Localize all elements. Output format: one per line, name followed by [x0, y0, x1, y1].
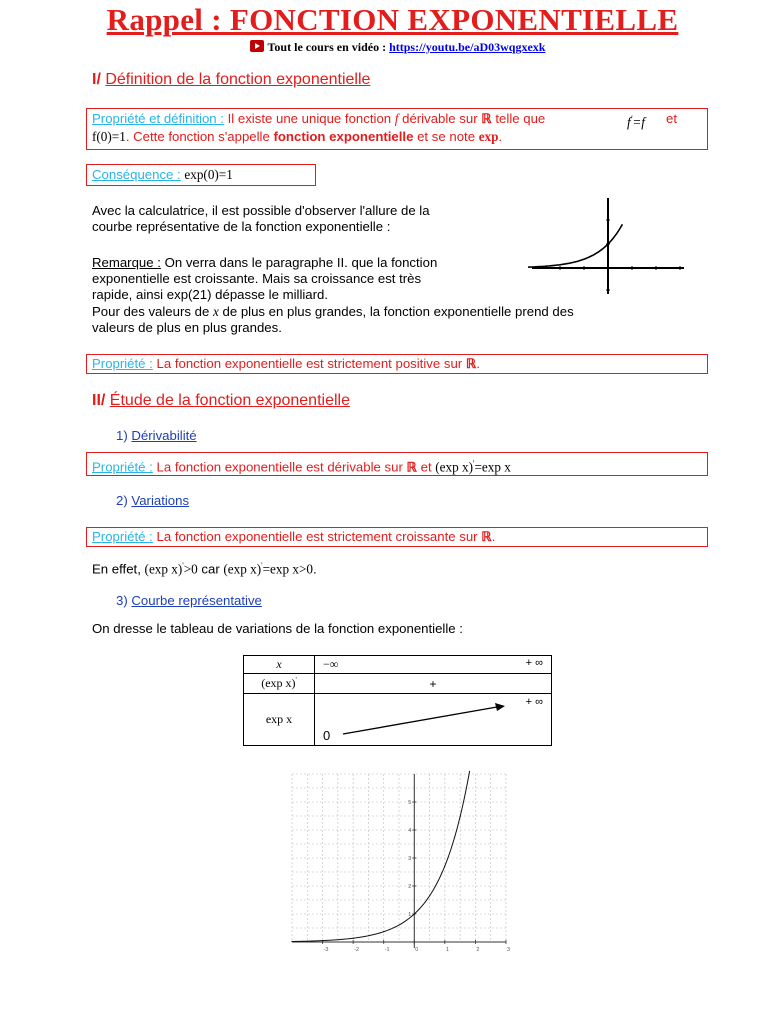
video-link[interactable]: https://youtu.be/aD03wqgxexk: [389, 40, 546, 54]
y-tick-label: 3: [408, 856, 412, 862]
data-point: [322, 940, 323, 941]
x-tick-label: -2: [354, 947, 360, 953]
definition-line1: Propriété et définition : Il existe une unique fonction f dérivable sur ℝ telle que: [92, 111, 546, 126]
x-tick-label: -1: [384, 947, 390, 953]
data-point: [460, 816, 461, 817]
y-tick-label: 1: [408, 912, 412, 918]
data-point: [414, 913, 415, 914]
en-effet-line: En effet, (exp x)'>0 car (exp x)'=exp x>0.: [92, 561, 317, 577]
section2-title: Étude de la fonction exponentielle: [109, 392, 350, 409]
exp-curve: [292, 771, 470, 942]
data-point: [291, 941, 292, 942]
table-x-label: x: [244, 656, 315, 674]
calc-ticks: [560, 220, 680, 290]
table-row-x: [244, 656, 552, 674]
video-line: [0, 40, 768, 55]
variation-arrow: [315, 694, 551, 746]
data-point: [429, 895, 430, 896]
page-title: Rappel : FONCTION EXPONENTIELLE: [106, 2, 679, 37]
video-label: Tout le cours en vidéo :: [267, 40, 387, 54]
section1-title: Définition de la fonction exponentielle: [105, 71, 371, 88]
data-point: [444, 865, 445, 866]
remark-line2: exponentielle est croissante. Mais sa croissance est très: [92, 271, 422, 286]
definition-line2: f(0)=1. Cette fonction s'appelle fonction exponentielle et se note exp.: [92, 129, 503, 144]
table-derivative-label: (exp x)': [244, 674, 315, 694]
sub2-heading: 2) Variations: [116, 493, 190, 508]
derivable-property: Propriété : La fonction exponentielle est dérivable sur ℝ et (exp x)'=exp x: [92, 459, 511, 475]
consequence-line: Conséquence : exp(0)=1: [92, 167, 233, 182]
table-row-function: [244, 694, 552, 746]
x-tick-label: 2: [476, 947, 480, 953]
exp-chart: [286, 770, 512, 956]
calc-text-line1: Avec la calculatrice, il est possible d'observer l'allure de la: [92, 203, 430, 218]
table-row-derivative: [244, 674, 552, 694]
variation-end: + ∞: [525, 696, 543, 708]
calculator-graph: [528, 192, 688, 296]
x-tick-label: 3: [507, 947, 511, 953]
dresse-text: On dresse le tableau de variations de la fonction exponentielle :: [92, 621, 463, 636]
remark-line1: Remarque : On verra dans le paragraphe II. que la fonction: [92, 255, 438, 270]
remark-line3: rapide, ainsi exp(21) dépasse le milliard.: [92, 287, 329, 302]
section1-heading: I/ Définition de la fonction exponentielle: [92, 71, 371, 88]
data-point: [383, 931, 384, 932]
definition-et: et: [666, 111, 677, 126]
plus-infinity: + ∞: [525, 657, 543, 669]
x-tick-label: 0: [415, 947, 419, 953]
youtube-play-icon[interactable]: [250, 40, 264, 52]
values-line1: Pour des valeurs de x de plus en plus grandes, la fonction exponentielle prend des: [92, 304, 574, 319]
y-tick-label: 2: [408, 884, 412, 890]
definition-equation: f'=f: [627, 114, 645, 130]
increasing-property: Propriété : La fonction exponentielle est strictement croissante sur ℝ.: [92, 529, 496, 544]
derivative-sign: +: [315, 674, 552, 694]
positive-property: Propriété : La fonction exponentielle est strictement positive sur ℝ.: [92, 356, 480, 371]
sub1-heading: 1) Dérivabilité: [116, 428, 197, 443]
variation-table: [243, 655, 552, 746]
y-tick-label: 5: [408, 800, 412, 806]
x-tick-label: -3: [323, 947, 329, 953]
x-tick-label: 1: [445, 947, 449, 953]
calc-text-line2: courbe représentative de la fonction exponentielle :: [92, 219, 391, 234]
section2-heading: II/ Étude de la fonction exponentielle: [92, 392, 350, 409]
sub3-heading: 3) Courbe représentative: [116, 593, 262, 608]
y-tick-label: 4: [408, 828, 412, 834]
minus-infinity: −∞: [323, 657, 339, 671]
values-line2: valeurs de plus en plus grandes.: [92, 320, 282, 335]
data-point: [353, 937, 354, 938]
table-function-label: exp x: [244, 694, 315, 746]
variation-start: 0: [323, 728, 331, 743]
